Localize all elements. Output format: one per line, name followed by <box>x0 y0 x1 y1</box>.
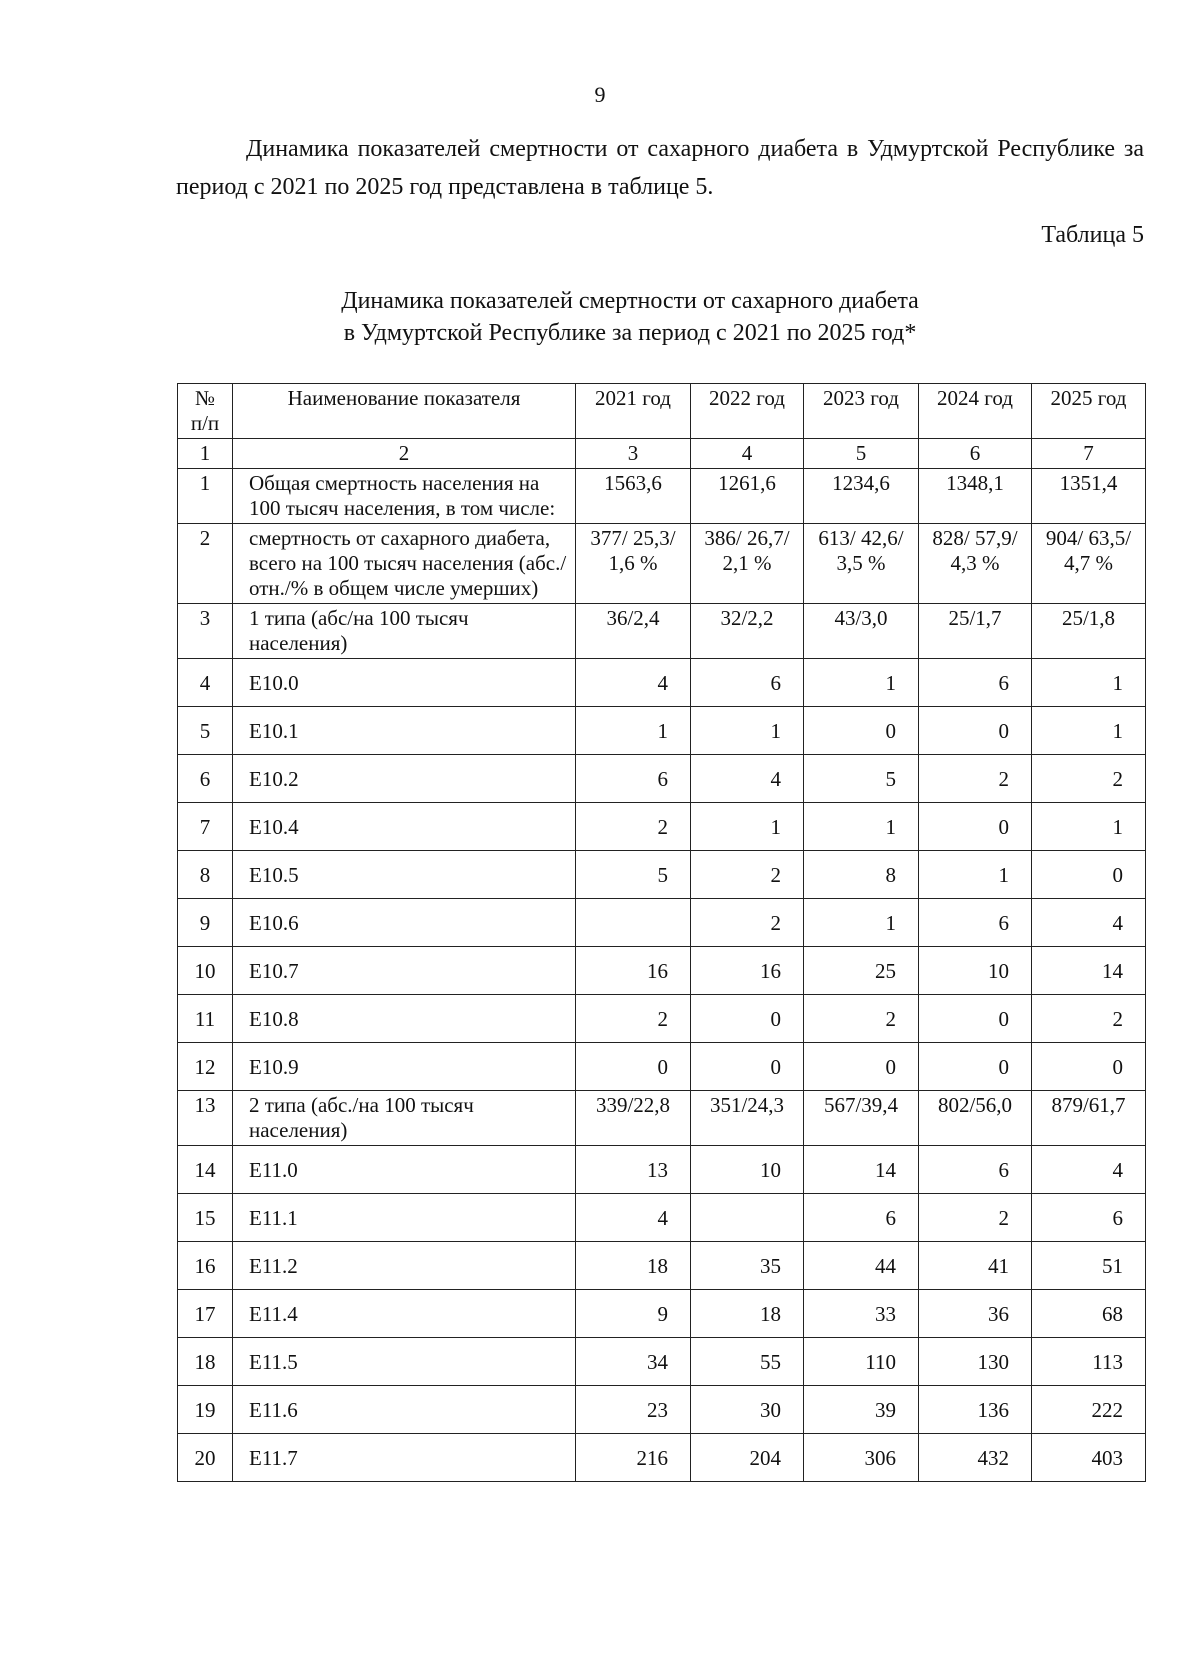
col-number: 2 <box>233 439 576 469</box>
value-cell: 802/56,0 <box>919 1091 1032 1146</box>
value-cell: 6 <box>919 1146 1032 1194</box>
value-cell: 879/61,7 <box>1032 1091 1146 1146</box>
value-cell: 222 <box>1032 1386 1146 1434</box>
indicator-name: E10.2 <box>233 755 576 803</box>
value-cell: 2 <box>1032 995 1146 1043</box>
header-2024: 2024 год <box>919 384 1032 439</box>
value-cell: 36 <box>919 1290 1032 1338</box>
indicator-name: E11.7 <box>233 1434 576 1482</box>
table-label: Таблица 5 <box>1041 222 1144 248</box>
row-number: 18 <box>178 1338 233 1386</box>
header-2025: 2025 год <box>1032 384 1146 439</box>
value-cell: 4 <box>691 755 804 803</box>
header-row <box>178 384 1146 439</box>
value-cell: 25/1,7 <box>919 604 1032 659</box>
table-row <box>178 1194 1146 1242</box>
value-cell: 828/ 57,9/ 4,3 % <box>919 524 1032 604</box>
value-cell: 1261,6 <box>691 469 804 524</box>
table-row <box>178 995 1146 1043</box>
row-number: 13 <box>178 1091 233 1146</box>
value-cell: 216 <box>576 1434 691 1482</box>
col-number: 5 <box>804 439 919 469</box>
intro-paragraph: Динамика показателей смертности от сахарного диабета в Удмуртской Республике за период с 2021 по 2025 год представлена в таблице 5. <box>176 136 1144 200</box>
value-cell: 18 <box>576 1242 691 1290</box>
header-2022: 2022 год <box>691 384 804 439</box>
table-row <box>178 469 1146 524</box>
row-number: 4 <box>178 659 233 707</box>
value-cell: 130 <box>919 1338 1032 1386</box>
value-cell: 6 <box>919 659 1032 707</box>
indicator-name: E11.5 <box>233 1338 576 1386</box>
value-cell: 2 <box>576 995 691 1043</box>
value-cell: 0 <box>691 995 804 1043</box>
indicator-name: E10.4 <box>233 803 576 851</box>
table-row <box>178 707 1146 755</box>
indicator-name: E11.2 <box>233 1242 576 1290</box>
value-cell: 33 <box>804 1290 919 1338</box>
table-row <box>178 851 1146 899</box>
table-row <box>178 604 1146 659</box>
value-cell: 10 <box>691 1146 804 1194</box>
table-row <box>178 803 1146 851</box>
value-cell: 1 <box>1032 659 1146 707</box>
row-number: 19 <box>178 1386 233 1434</box>
table-title <box>176 285 1084 349</box>
value-cell: 0 <box>576 1043 691 1091</box>
value-cell: 1563,6 <box>576 469 691 524</box>
value-cell: 13 <box>576 1146 691 1194</box>
value-cell: 44 <box>804 1242 919 1290</box>
value-cell: 0 <box>919 995 1032 1043</box>
value-cell: 1351,4 <box>1032 469 1146 524</box>
col-number: 4 <box>691 439 804 469</box>
value-cell: 10 <box>919 947 1032 995</box>
page-number: 9 <box>594 82 606 107</box>
value-cell: 39 <box>804 1386 919 1434</box>
value-cell: 204 <box>691 1434 804 1482</box>
value-cell <box>576 899 691 947</box>
table-row <box>178 947 1146 995</box>
value-cell: 1 <box>919 851 1032 899</box>
value-cell: 1 <box>1032 707 1146 755</box>
table-row <box>178 1338 1146 1386</box>
table-title-line2: в Удмуртской Республике за период с 2021 по 2025 год* <box>343 320 917 346</box>
row-number: 14 <box>178 1146 233 1194</box>
row-number: 15 <box>178 1194 233 1242</box>
value-cell: 339/22,8 <box>576 1091 691 1146</box>
value-cell: 6 <box>576 755 691 803</box>
value-cell: 613/ 42,6/ 3,5 % <box>804 524 919 604</box>
value-cell: 4 <box>1032 1146 1146 1194</box>
table-row <box>178 1146 1146 1194</box>
col-number: 7 <box>1032 439 1146 469</box>
value-cell: 2 <box>691 851 804 899</box>
col-number: 6 <box>919 439 1032 469</box>
value-cell: 1 <box>691 707 804 755</box>
indicator-name: E10.7 <box>233 947 576 995</box>
header-2021: 2021 год <box>576 384 691 439</box>
value-cell: 68 <box>1032 1290 1146 1338</box>
table-row <box>178 524 1146 604</box>
value-cell: 25/1,8 <box>1032 604 1146 659</box>
row-number: 20 <box>178 1434 233 1482</box>
value-cell: 2 <box>919 1194 1032 1242</box>
indicator-name: E11.6 <box>233 1386 576 1434</box>
indicator-name: E11.1 <box>233 1194 576 1242</box>
table-title-line1: Динамика показателей смертности от сахарного диабета <box>341 288 919 314</box>
row-number: 2 <box>178 524 233 604</box>
header-2023: 2023 год <box>804 384 919 439</box>
value-cell: 51 <box>1032 1242 1146 1290</box>
value-cell: 9 <box>576 1290 691 1338</box>
indicator-name: E10.5 <box>233 851 576 899</box>
value-cell: 2 <box>1032 755 1146 803</box>
table-row <box>178 659 1146 707</box>
indicator-name: Общая смертность населения на 100 тысяч населения, в том числе: <box>233 469 576 524</box>
value-cell: 1 <box>691 803 804 851</box>
indicator-name: E11.4 <box>233 1290 576 1338</box>
value-cell: 16 <box>691 947 804 995</box>
value-cell: 16 <box>576 947 691 995</box>
mortality-table <box>177 383 1146 1482</box>
value-cell: 6 <box>1032 1194 1146 1242</box>
value-cell: 25 <box>804 947 919 995</box>
value-cell: 6 <box>804 1194 919 1242</box>
table-row <box>178 1434 1146 1482</box>
value-cell: 4 <box>576 659 691 707</box>
row-number: 6 <box>178 755 233 803</box>
value-cell: 0 <box>919 803 1032 851</box>
row-number: 17 <box>178 1290 233 1338</box>
indicator-name: E10.1 <box>233 707 576 755</box>
value-cell: 1 <box>1032 803 1146 851</box>
table-row <box>178 1091 1146 1146</box>
row-number: 16 <box>178 1242 233 1290</box>
value-cell: 1234,6 <box>804 469 919 524</box>
row-number: 7 <box>178 803 233 851</box>
value-cell: 306 <box>804 1434 919 1482</box>
value-cell: 8 <box>804 851 919 899</box>
indicator-name: смертность от сахарного диабета, всего на 100 тысяч населения (абс./отн./% в общем числе умерших) <box>233 524 576 604</box>
value-cell: 0 <box>919 1043 1032 1091</box>
indicator-name: E10.9 <box>233 1043 576 1091</box>
value-cell: 18 <box>691 1290 804 1338</box>
value-cell: 0 <box>1032 1043 1146 1091</box>
value-cell: 110 <box>804 1338 919 1386</box>
value-cell: 30 <box>691 1386 804 1434</box>
value-cell: 6 <box>691 659 804 707</box>
value-cell: 23 <box>576 1386 691 1434</box>
value-cell: 136 <box>919 1386 1032 1434</box>
table-row <box>178 755 1146 803</box>
value-cell: 403 <box>1032 1434 1146 1482</box>
value-cell: 432 <box>919 1434 1032 1482</box>
table-row <box>178 1290 1146 1338</box>
value-cell: 0 <box>691 1043 804 1091</box>
value-cell: 0 <box>919 707 1032 755</box>
indicator-name: E10.6 <box>233 899 576 947</box>
row-number: 3 <box>178 604 233 659</box>
table-row <box>178 1386 1146 1434</box>
value-cell: 0 <box>1032 851 1146 899</box>
indicator-name: E10.0 <box>233 659 576 707</box>
header-num: № п/п <box>178 384 233 439</box>
value-cell: 34 <box>576 1338 691 1386</box>
table-row <box>178 1242 1146 1290</box>
value-cell: 4 <box>1032 899 1146 947</box>
value-cell: 14 <box>1032 947 1146 995</box>
value-cell: 377/ 25,3/ 1,6 % <box>576 524 691 604</box>
value-cell: 4 <box>576 1194 691 1242</box>
value-cell: 351/24,3 <box>691 1091 804 1146</box>
value-cell: 386/ 26,7/ 2,1 % <box>691 524 804 604</box>
col-number: 1 <box>178 439 233 469</box>
table-row <box>178 899 1146 947</box>
value-cell: 14 <box>804 1146 919 1194</box>
row-number: 9 <box>178 899 233 947</box>
value-cell: 1 <box>804 803 919 851</box>
header-name: Наименование показателя <box>233 384 576 439</box>
value-cell: 2 <box>576 803 691 851</box>
value-cell: 904/ 63,5/ 4,7 % <box>1032 524 1146 604</box>
value-cell: 113 <box>1032 1338 1146 1386</box>
value-cell: 5 <box>804 755 919 803</box>
row-number: 12 <box>178 1043 233 1091</box>
row-number: 1 <box>178 469 233 524</box>
value-cell: 43/3,0 <box>804 604 919 659</box>
value-cell: 2 <box>919 755 1032 803</box>
column-number-row <box>178 439 1146 469</box>
value-cell: 2 <box>804 995 919 1043</box>
value-cell <box>691 1194 804 1242</box>
value-cell: 1 <box>576 707 691 755</box>
row-number: 5 <box>178 707 233 755</box>
value-cell: 0 <box>804 1043 919 1091</box>
table-row <box>178 1043 1146 1091</box>
col-number: 3 <box>576 439 691 469</box>
value-cell: 41 <box>919 1242 1032 1290</box>
indicator-name: E10.8 <box>233 995 576 1043</box>
value-cell: 55 <box>691 1338 804 1386</box>
row-number: 8 <box>178 851 233 899</box>
indicator-name: 1 типа (абс/на 100 тысяч населения) <box>233 604 576 659</box>
value-cell: 1 <box>804 899 919 947</box>
row-number: 11 <box>178 995 233 1043</box>
value-cell: 1348,1 <box>919 469 1032 524</box>
value-cell: 36/2,4 <box>576 604 691 659</box>
row-number: 10 <box>178 947 233 995</box>
value-cell: 1 <box>804 659 919 707</box>
value-cell: 2 <box>691 899 804 947</box>
indicator-name: 2 типа (абс./на 100 тысяч населения) <box>233 1091 576 1146</box>
value-cell: 567/39,4 <box>804 1091 919 1146</box>
value-cell: 0 <box>804 707 919 755</box>
indicator-name: E11.0 <box>233 1146 576 1194</box>
value-cell: 32/2,2 <box>691 604 804 659</box>
value-cell: 35 <box>691 1242 804 1290</box>
value-cell: 5 <box>576 851 691 899</box>
value-cell: 6 <box>919 899 1032 947</box>
